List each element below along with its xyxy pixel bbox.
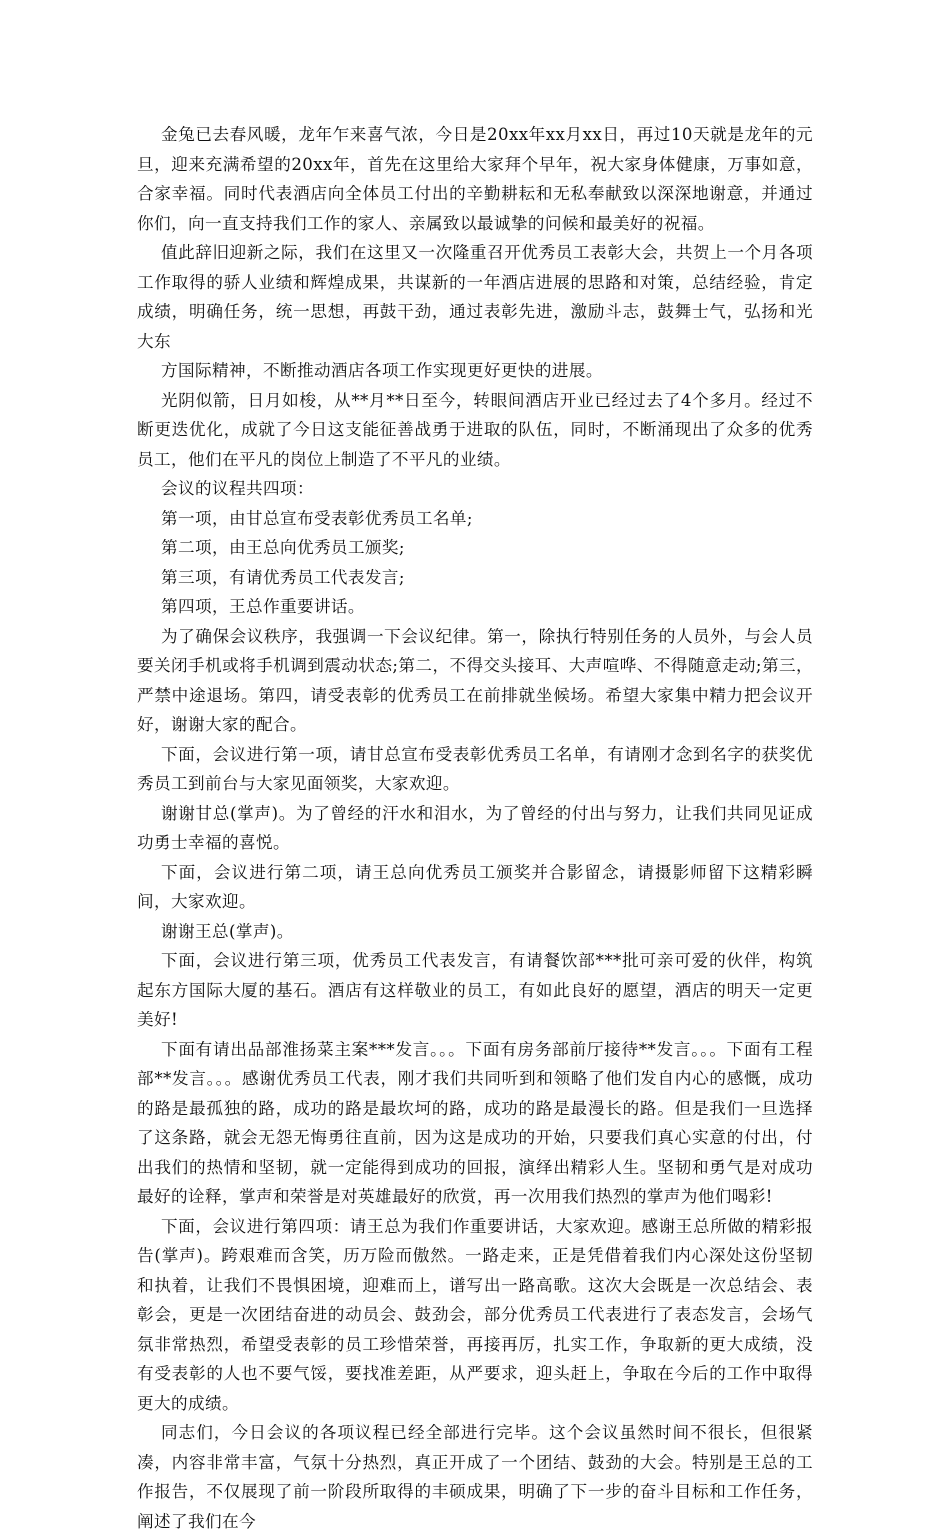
document-body [137,120,813,1536]
paragraph-agenda-intro: 会议的议程共四项： [161,479,314,498]
paragraph-thanks-wang: 谢谢王总(掌声)。 [161,921,294,941]
paragraph-representative-speeches: 下面有请出品部淮扬菜主案***发言。。。下面有房务部前厅接待**发言。。。下面有工程部**发言。。。感谢优秀员工代表，刚才我们共同听到和领略了他们发自内心的感慨，成功的路是最孤独的路，成功的路是最坎坷的路，成功的路是最漫长的路。但是我们一旦选择了这条路，就会无怨无悔勇往直前，因为这是成功的开始，只要我们真心实意的付出，付出我们的热情和坚韧，就一定能得到成功的回报，演绎出精彩人生。坚韧和勇气是对成功最好的诠释，掌声和荣誉是对英雄最好的欣赏，再一次用我们热烈的掌声为他们喝彩! [137,1039,813,1206]
agenda-item-3: 第三项，有请优秀员工代表发言; [161,567,405,587]
paragraph-closing-summary: 同志们，今日会议的各项议程已经全部进行完毕。这个会议虽然时间不很长，但很紧凑，内容非常丰富，气氛十分热烈，真正开成了一个团结、鼓劲的大会。特别是王总的工作报告，不仅展现了前一阶段所取得的丰硕成果，明确了下一步的奋斗目标和工作任务，阐述了我们在今 [137,1423,813,1531]
paragraph-new-year-greeting: 金兔已去春风暖，龙年乍来喜气浓，今日是20xx年xx月xx日，再过10天就是龙年的元旦，迎来充满希望的20xx年，首先在这里给大家拜个早年，祝大家身体健康，万事如意，合家幸福。同时代表酒店向全体员工付出的辛勤耕耘和无私奉献致以深深地谢意，并通过你们，向一直支持我们工作的家人、亲属致以最诚挚的问候和最美好的祝福。 [137,125,813,233]
paragraph-meeting-purpose: 值此辞旧迎新之际，我们在这里又一次隆重召开优秀员工表彰大会，共贺上一个月各项工作取得的骄人业绩和辉煌成果，共谋新的一年酒店进展的思路和对策，总结经验，肯定成绩，明确任务，统一思想，再鼓干劲，通过表彰先进，激励斗志，鼓舞士气，弘扬和光大东 [137,243,813,351]
paragraph-meeting-purpose-continued: 方国际精神，不断推动酒店各项工作实现更好更快的进展。 [161,361,603,380]
agenda-item-1: 第一项，由甘总宣布受表彰优秀员工名单; [161,508,473,528]
agenda-item-2: 第二项，由王总向优秀员工颁奖; [161,538,405,557]
paragraph-meeting-discipline: 为了确保会议秩序，我强调一下会议纪律。第一，除执行特别任务的人员外，与会人员要关闭手机或将手机调到震动状态;第二，不得交头接耳、大声喧哗、不得随意走动;第三，严禁中途退场。第四，请受表彰的优秀员工在前排就坐候场。希望大家集中精力把会议开好，谢谢大家的配合。 [137,626,813,734]
agenda-item-4: 第四项，王总作重要讲话。 [161,597,365,616]
paragraph-item-4-keynote: 下面，会议进行第四项：请王总为我们作重要讲话，大家欢迎。感谢王总所做的精彩报告(掌声)。跨艰难而含笑，历万险而傲然。一路走来，正是凭借着我们内心深处这份坚韧和执着，让我们不畏惧困境，迎难而上，谱写出一路高歌。这次大会既是一次总结会、表彰会，更是一次团结奋进的动员会、鼓劲会，部分优秀员工代表进行了表态发言，会场气氛非常热烈，希望受表彰的员工珍惜荣誉，再接再厉，扎实工作，争取新的更大成绩，没有受表彰的人也不要气馁，要找准差距，从严要求，迎头赶上，争取在今后的工作中取得更大的成绩。 [137,1216,813,1413]
paragraph-thanks-gan: 谢谢甘总(掌声)。为了曾经的汗水和泪水，为了曾经的付出与努力，让我们共同见证成功勇士幸福的喜悦。 [137,803,813,852]
paragraph-item-1-announcement: 下面，会议进行第一项，请甘总宣布受表彰优秀员工名单，有请刚才念到名字的获奖优秀员工到前台与大家见面领奖，大家欢迎。 [137,744,813,793]
paragraph-item-2-awards: 下面，会议进行第二项，请王总向优秀员工颁奖并合影留念，请摄影师留下这精彩瞬间，大家欢迎。 [137,862,813,911]
paragraph-item-3-speeches: 下面，会议进行第三项，优秀员工代表发言，有请餐饮部***批可亲可爱的伙伴，构筑起东方国际大厦的基石。酒店有这样敬业的员工，有如此良好的愿望，酒店的明天一定更美好! [137,951,813,1029]
paragraph-hotel-opening: 光阴似箭，日月如梭，从**月**日至今，转眼间酒店开业已经过去了4个多月。经过不断更迭优化，成就了今日这支能征善战勇于进取的队伍，同时，不断涌现出了众多的优秀员工，他们在平凡的岗位上制造了不平凡的业绩。 [137,390,813,469]
